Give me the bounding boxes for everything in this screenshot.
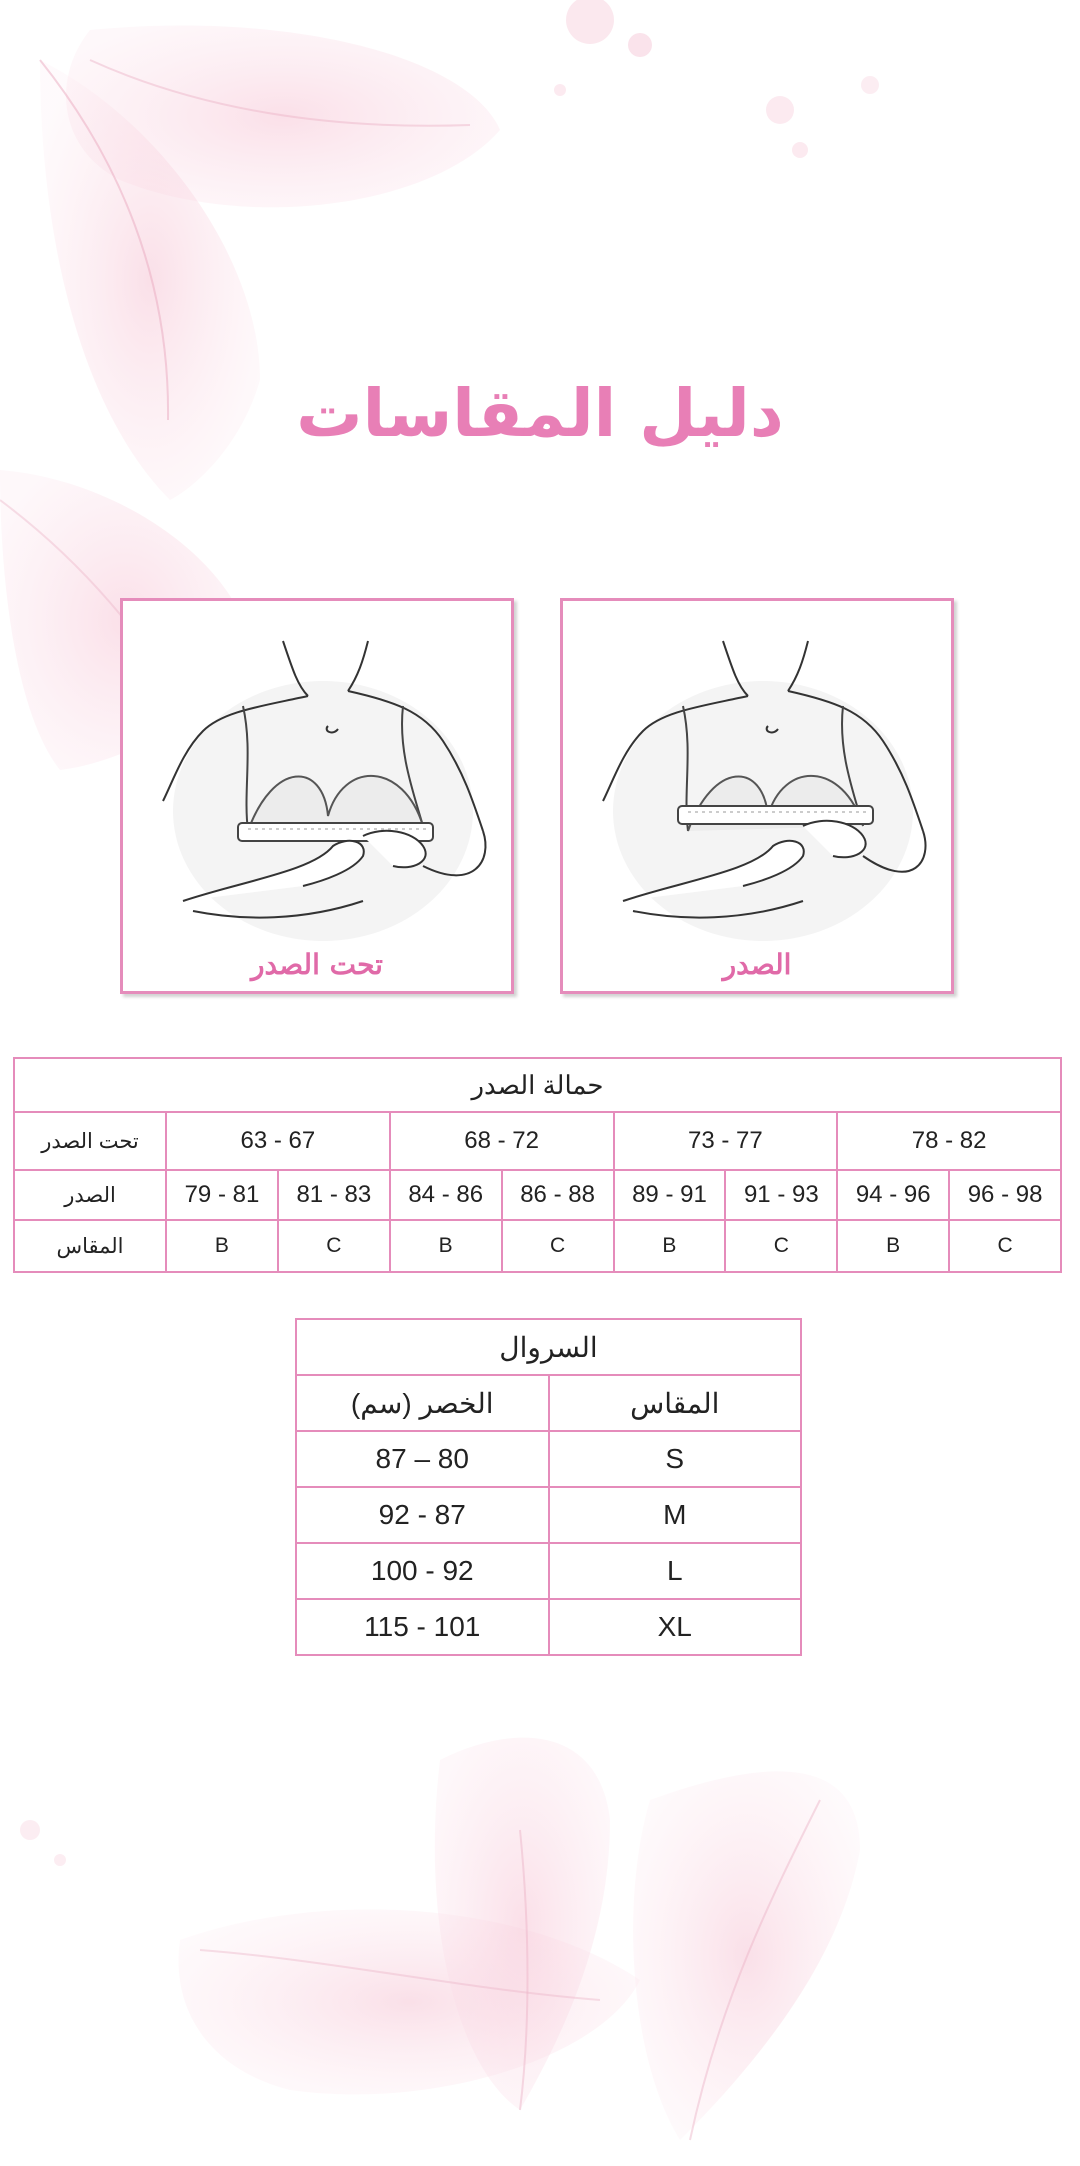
row-label-bust: الصدر	[14, 1170, 166, 1220]
table-row	[296, 1487, 801, 1543]
column-header-size: المقاس	[549, 1375, 802, 1431]
bust-range: 79 - 81	[166, 1170, 278, 1220]
waist-range: 87 – 80	[296, 1431, 549, 1487]
under-bust-range: 78 - 82	[837, 1112, 1061, 1170]
table-row	[296, 1431, 801, 1487]
table-row-under-bust	[14, 1112, 1061, 1170]
column-header-waist: الخصر (سم)	[296, 1375, 549, 1431]
table-row-bust	[14, 1170, 1061, 1220]
bust-range: 96 - 98	[949, 1170, 1061, 1220]
cup-size: B	[390, 1220, 502, 1272]
page-title: دليل المقاسات	[296, 375, 784, 452]
cup-size: C	[949, 1220, 1061, 1272]
pants-size: S	[549, 1431, 802, 1487]
under-bust-illustration-card	[120, 598, 514, 994]
bust-label: الصدر	[722, 948, 792, 981]
bust-range: 94 - 96	[837, 1170, 949, 1220]
cup-size: B	[614, 1220, 726, 1272]
cup-size: B	[837, 1220, 949, 1272]
row-label-size: المقاس	[14, 1220, 166, 1272]
under-bust-range: 63 - 67	[166, 1112, 390, 1170]
pants-size-table	[295, 1318, 802, 1656]
under-bust-range: 73 - 77	[614, 1112, 838, 1170]
row-label-under-bust: تحت الصدر	[14, 1112, 166, 1170]
bust-range: 81 - 83	[278, 1170, 390, 1220]
bust-illustration-card	[560, 598, 954, 994]
cup-size: B	[166, 1220, 278, 1272]
table-row	[296, 1543, 801, 1599]
under-bust-figure-illustration	[123, 601, 511, 991]
waist-range: 115 - 101	[296, 1599, 549, 1655]
bra-table-title: حمالة الصدر	[14, 1058, 1061, 1112]
under-bust-label: تحت الصدر	[251, 948, 383, 981]
cup-size: C	[278, 1220, 390, 1272]
pants-size: M	[549, 1487, 802, 1543]
bra-size-table	[13, 1057, 1062, 1273]
bust-range: 84 - 86	[390, 1170, 502, 1220]
table-row-size	[14, 1220, 1061, 1272]
waist-range: 100 - 92	[296, 1543, 549, 1599]
cup-size: C	[502, 1220, 614, 1272]
waist-range: 92 - 87	[296, 1487, 549, 1543]
bust-range: 86 - 88	[502, 1170, 614, 1220]
bust-range: 89 - 91	[614, 1170, 726, 1220]
bust-figure-illustration	[563, 601, 951, 991]
pants-size: XL	[549, 1599, 802, 1655]
bust-range: 91 - 93	[725, 1170, 837, 1220]
pants-size: L	[549, 1543, 802, 1599]
cup-size: C	[725, 1220, 837, 1272]
under-bust-range: 68 - 72	[390, 1112, 614, 1170]
table-row	[296, 1599, 801, 1655]
pants-header-row	[296, 1375, 801, 1431]
pants-table-title: السروال	[296, 1319, 801, 1375]
